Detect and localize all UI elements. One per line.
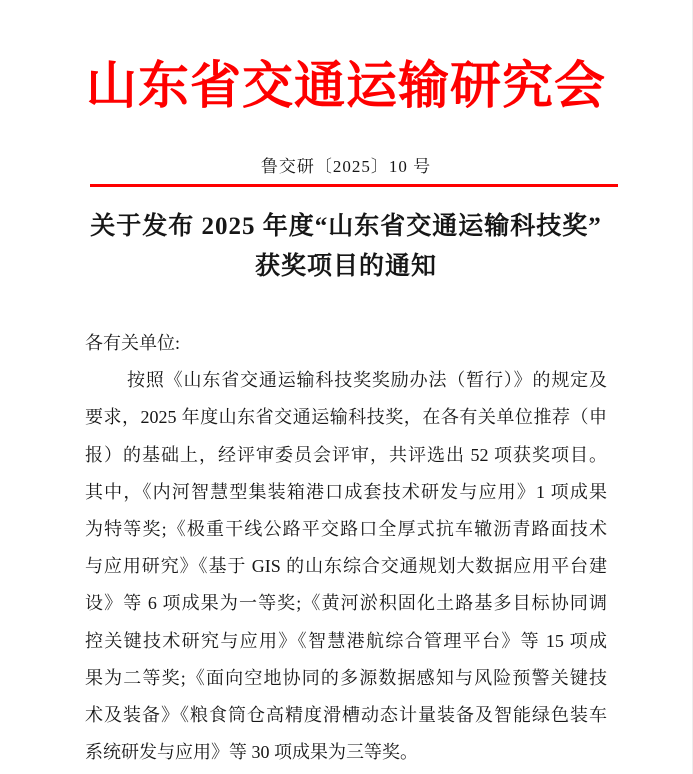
body-line: 与应用研究》《基于 GIS 的山东综合交通规划大数据应用平台建 bbox=[85, 556, 607, 577]
body-line: 按照《山东省交通运输科技奖奖励办法（暂行）》的规定及 bbox=[127, 370, 607, 391]
doc-number: 鲁交研〔2025〕10 号 bbox=[260, 157, 432, 176]
notice-title bbox=[0, 207, 692, 287]
notice-title-line-2: 获奖项目的通知 bbox=[254, 253, 437, 280]
body-line: 术及装备》《粮食筒仓高精度滑槽动态计量装备及智能绿色装车 bbox=[85, 705, 607, 726]
body-line: 报）的基础上，经评审委员会评审，共评选出 52 项获奖项目。 bbox=[85, 444, 607, 465]
notice-title-line-1: 关于发布 2025 年度“山东省交通运输科技奖” bbox=[90, 213, 602, 240]
body-line: 设》等 6 项成果为一等奖;《黄河淤积固化土路基多目标协同调 bbox=[85, 593, 607, 614]
body-line: 果为二等奖;《面向空地协同的多源数据感知与风险预警关键技 bbox=[85, 667, 607, 688]
body-line: 系统研发与应用》等 30 项成果为三等奖。 bbox=[85, 742, 418, 763]
org-title: 山东省交通运输研究会 bbox=[85, 59, 606, 115]
document-body bbox=[85, 325, 607, 771]
red-divider-line bbox=[90, 184, 618, 187]
salutation: 各有关单位: bbox=[85, 333, 181, 353]
body-line: 为特等奖;《极重干线公路平交路口全厚式抗车辙沥青路面技术 bbox=[85, 519, 607, 540]
body-line: 要求，2025 年度山东省交通运输科技奖，在各有关单位推荐（申 bbox=[85, 407, 607, 428]
body-line: 其中，《内河智慧型集装箱港口成套技术研发与应用》1 项成果 bbox=[85, 481, 607, 502]
body-line: 控关键技术研究与应用》《智慧港航综合管理平台》等 15 项成 bbox=[85, 630, 607, 651]
